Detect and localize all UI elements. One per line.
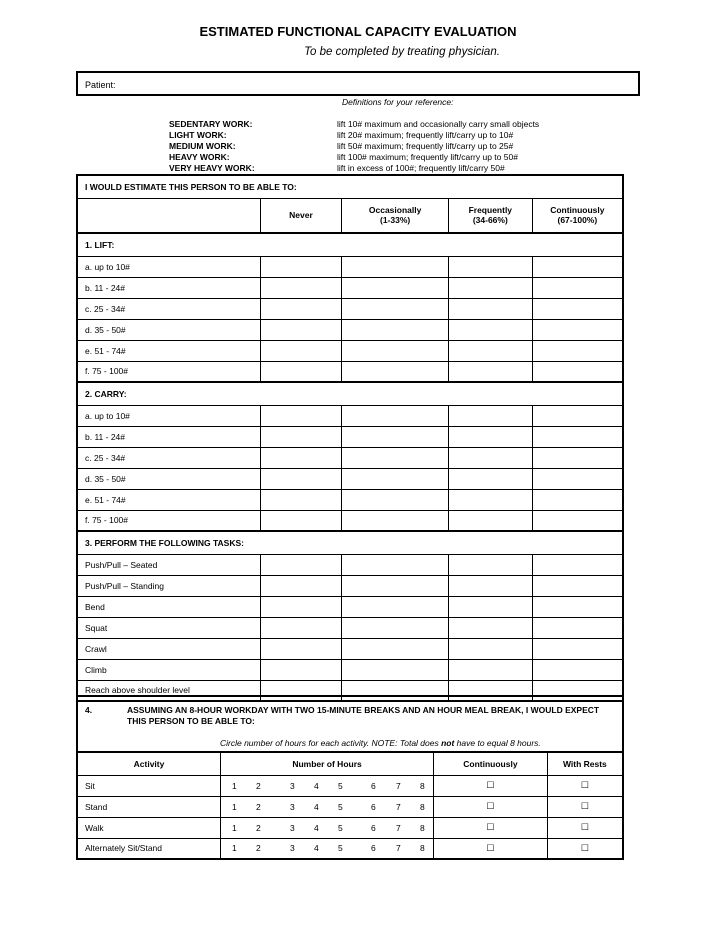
activity-header: Activity	[77, 752, 221, 775]
section4-text: ASSUMING AN 8-HOUR WORKDAY WITH TWO 15-MINUTE BREAKS AND AN HOUR MEAL BREAK, I WOULD EXPECT THIS PERSON TO BE ABLE TO:	[127, 705, 600, 726]
continuously-cell[interactable]	[532, 489, 623, 510]
table-row	[77, 659, 623, 680]
hour-option[interactable]: 7	[396, 843, 401, 854]
frequently-cell[interactable]	[448, 256, 532, 277]
carry-section-row	[77, 382, 623, 405]
never-cell[interactable]	[260, 319, 342, 340]
continuously-cell[interactable]	[532, 256, 623, 277]
hour-option[interactable]: 6	[371, 843, 376, 854]
table-row	[77, 319, 623, 340]
hour-option[interactable]: 3	[290, 801, 295, 812]
never-cell[interactable]	[260, 638, 342, 659]
continuously-cell[interactable]	[532, 638, 623, 659]
definition-text: lift 100# maximum; frequently lift/carry up to 50#	[337, 152, 518, 162]
table-row	[77, 468, 623, 489]
frequently-cell[interactable]	[448, 659, 532, 680]
occasionally-cell[interactable]	[342, 298, 449, 319]
hour-option[interactable]: 5	[338, 843, 343, 854]
table-row	[77, 617, 623, 638]
frequently-cell[interactable]	[448, 489, 532, 510]
frequently-cell[interactable]	[448, 638, 532, 659]
hour-option[interactable]: 5	[338, 822, 343, 833]
table-row	[77, 426, 623, 447]
row-label: c. 25 - 34#	[77, 298, 260, 319]
patient-field[interactable]	[76, 71, 640, 96]
estimate-header: I WOULD ESTIMATE THIS PERSON TO BE ABLE TO:	[77, 175, 623, 198]
activity-label: Sit	[77, 775, 221, 796]
hours-header: Number of Hours	[221, 752, 434, 775]
section4-header	[76, 695, 624, 751]
never-cell[interactable]	[260, 468, 342, 489]
row-label: d. 35 - 50#	[77, 468, 260, 489]
frequently-cell[interactable]	[448, 617, 532, 638]
row-label: b. 11 - 24#	[77, 277, 260, 298]
occasionally-cell[interactable]	[342, 659, 449, 680]
continuously-cell[interactable]	[532, 468, 623, 489]
definition-row	[169, 163, 629, 174]
hour-option[interactable]: 8	[420, 780, 425, 791]
hour-option[interactable]: 2	[256, 843, 261, 854]
continuously-header: Continuously	[434, 752, 548, 775]
section4-note: Circle number of hours for each activity. NOTE: Total does not have to equal 8 hours.	[220, 738, 541, 748]
row-label: Push/Pull – Seated	[77, 554, 260, 575]
frequently-cell[interactable]	[448, 426, 532, 447]
activity-label: Stand	[77, 796, 221, 817]
hour-option[interactable]: 1	[232, 822, 237, 833]
row-label: a. up to 10#	[77, 256, 260, 277]
row-label: Reach above shoulder level	[77, 680, 260, 701]
continuously-cell[interactable]	[532, 340, 623, 361]
hour-option[interactable]: 7	[396, 780, 401, 791]
estimate-header-row	[77, 175, 623, 198]
continuously-checkbox[interactable]: ☐	[434, 796, 548, 817]
with-rests-checkbox[interactable]: ☐	[547, 775, 623, 796]
hour-option[interactable]: 1	[232, 843, 237, 854]
frequently-cell[interactable]	[448, 554, 532, 575]
occasionally-cell[interactable]	[342, 575, 449, 596]
never-cell[interactable]	[260, 361, 342, 382]
hour-option[interactable]: 1	[232, 780, 237, 791]
hour-option[interactable]: 4	[314, 780, 319, 791]
continuously-header: Continuously (67-100%)	[532, 198, 623, 233]
definition-label: LIGHT WORK:	[169, 130, 227, 140]
hour-option[interactable]: 7	[396, 801, 401, 812]
section4-number: 4.	[85, 705, 93, 715]
row-label: c. 25 - 34#	[77, 447, 260, 468]
continuously-checkbox[interactable]: ☐	[434, 817, 548, 838]
continuously-cell[interactable]	[532, 596, 623, 617]
blank-header-cell	[77, 198, 260, 233]
capacity-table	[76, 174, 624, 702]
table-row	[77, 256, 623, 277]
never-cell[interactable]	[260, 659, 342, 680]
occasionally-cell[interactable]	[342, 554, 449, 575]
activity-row	[77, 775, 623, 796]
hour-option[interactable]: 8	[420, 843, 425, 854]
definitions-caption: Definitions for your reference:	[342, 97, 454, 107]
frequently-cell[interactable]	[448, 340, 532, 361]
table-row	[77, 554, 623, 575]
continuously-cell[interactable]	[532, 554, 623, 575]
occasionally-cell[interactable]	[342, 319, 449, 340]
tasks-section-row	[77, 531, 623, 554]
tasks-section-title: 3. PERFORM THE FOLLOWING TASKS:	[77, 531, 623, 554]
occasionally-cell[interactable]	[342, 361, 449, 382]
form-subtitle: To be completed by treating physician.	[304, 46, 500, 58]
hour-option[interactable]: 1	[232, 801, 237, 812]
never-cell[interactable]	[260, 596, 342, 617]
hour-option[interactable]: 8	[420, 822, 425, 833]
frequently-cell[interactable]	[448, 468, 532, 489]
definition-label: HEAVY WORK:	[169, 152, 230, 162]
hour-option[interactable]: 6	[371, 822, 376, 833]
continuously-cell[interactable]	[532, 298, 623, 319]
continuously-cell[interactable]	[532, 361, 623, 382]
row-label: e. 51 - 74#	[77, 340, 260, 361]
with-rests-checkbox[interactable]: ☐	[547, 796, 623, 817]
continuously-cell[interactable]	[532, 510, 623, 531]
occasionally-cell[interactable]	[342, 468, 449, 489]
activity-row	[77, 838, 623, 859]
patient-label: Patient:	[85, 80, 116, 90]
column-header-row	[77, 198, 623, 233]
hour-option[interactable]: 4	[314, 801, 319, 812]
definition-label: VERY HEAVY WORK:	[169, 163, 255, 173]
never-cell[interactable]	[260, 575, 342, 596]
definition-row	[169, 152, 629, 163]
never-cell[interactable]	[260, 510, 342, 531]
row-label: Push/Pull – Standing	[77, 575, 260, 596]
frequently-cell[interactable]	[448, 277, 532, 298]
table-row	[77, 298, 623, 319]
hour-option[interactable]: 2	[256, 822, 261, 833]
hours-options	[221, 796, 434, 817]
occasionally-header: Occasionally (1-33%)	[342, 198, 449, 233]
hours-options	[221, 775, 434, 796]
never-cell[interactable]	[260, 405, 342, 426]
hour-option[interactable]: 7	[396, 822, 401, 833]
definition-text: lift 20# maximum; frequently lift/carry up to 10#	[337, 130, 514, 140]
table-row	[77, 405, 623, 426]
continuously-cell[interactable]	[532, 447, 623, 468]
row-label: Crawl	[77, 638, 260, 659]
hour-option[interactable]: 6	[371, 780, 376, 791]
definition-row	[169, 119, 629, 130]
with-rests-checkbox[interactable]: ☐	[547, 838, 623, 859]
continuously-checkbox[interactable]: ☐	[434, 775, 548, 796]
never-header: Never	[260, 198, 342, 233]
frequently-cell[interactable]	[448, 298, 532, 319]
table-row	[77, 447, 623, 468]
frequently-header: Frequently (34-66%)	[448, 198, 532, 233]
occasionally-cell[interactable]	[342, 617, 449, 638]
form-title: ESTIMATED FUNCTIONAL CAPACITY EVALUATION	[199, 24, 517, 39]
continuously-cell[interactable]	[532, 319, 623, 340]
frequently-cell[interactable]	[448, 319, 532, 340]
never-cell[interactable]	[260, 554, 342, 575]
hour-option[interactable]: 8	[420, 801, 425, 812]
never-cell[interactable]	[260, 340, 342, 361]
never-cell[interactable]	[260, 298, 342, 319]
carry-section-title: 2. CARRY:	[77, 382, 623, 405]
definition-text: lift 50# maximum; frequently lift/carry up to 25#	[337, 141, 514, 151]
row-label: a. up to 10#	[77, 405, 260, 426]
frequently-cell[interactable]	[448, 405, 532, 426]
hour-option[interactable]: 3	[290, 780, 295, 791]
continuously-cell[interactable]	[532, 617, 623, 638]
hours-table	[76, 751, 624, 860]
hour-option[interactable]: 5	[338, 801, 343, 812]
lift-section-title: 1. LIFT:	[77, 233, 623, 256]
hours-options	[221, 817, 434, 838]
occasionally-cell[interactable]	[342, 489, 449, 510]
hour-option[interactable]: 4	[314, 822, 319, 833]
occasionally-cell[interactable]	[342, 447, 449, 468]
definition-text: lift in excess of 100#; frequently lift/carry 50#	[337, 163, 505, 173]
occasionally-cell[interactable]	[342, 510, 449, 531]
activity-label: Alternately Sit/Stand	[77, 838, 221, 859]
row-label: Climb	[77, 659, 260, 680]
definition-label: MEDIUM WORK:	[169, 141, 236, 151]
frequently-cell[interactable]	[448, 447, 532, 468]
row-label: f. 75 - 100#	[77, 361, 260, 382]
continuously-cell[interactable]	[532, 426, 623, 447]
table-row	[77, 575, 623, 596]
continuously-cell[interactable]	[532, 405, 623, 426]
definition-text: lift 10# maximum and occasionally carry small objects	[337, 119, 540, 129]
continuously-checkbox[interactable]: ☐	[434, 838, 548, 859]
hour-option[interactable]: 6	[371, 801, 376, 812]
activity-row	[77, 817, 623, 838]
occasionally-cell[interactable]	[342, 426, 449, 447]
occasionally-cell[interactable]	[342, 596, 449, 617]
never-cell[interactable]	[260, 447, 342, 468]
table-row	[77, 596, 623, 617]
continuously-cell[interactable]	[532, 575, 623, 596]
row-label: Squat	[77, 617, 260, 638]
table-row	[77, 361, 623, 382]
row-label: e. 51 - 74#	[77, 489, 260, 510]
table-row	[77, 489, 623, 510]
row-label: d. 35 - 50#	[77, 319, 260, 340]
continuously-cell[interactable]	[532, 659, 623, 680]
activity-row	[77, 796, 623, 817]
definition-row	[169, 130, 629, 141]
activity-label: Walk	[77, 817, 221, 838]
with-rests-checkbox[interactable]: ☐	[547, 817, 623, 838]
never-cell[interactable]	[260, 277, 342, 298]
table-row	[77, 340, 623, 361]
frequently-cell[interactable]	[448, 510, 532, 531]
occasionally-cell[interactable]	[342, 340, 449, 361]
never-cell[interactable]	[260, 617, 342, 638]
hours-options	[221, 838, 434, 859]
occasionally-cell[interactable]	[342, 256, 449, 277]
row-label: b. 11 - 24#	[77, 426, 260, 447]
frequently-cell[interactable]	[448, 596, 532, 617]
hour-option[interactable]: 2	[256, 801, 261, 812]
hour-option[interactable]: 5	[338, 780, 343, 791]
occasionally-cell[interactable]	[342, 277, 449, 298]
table-row	[77, 510, 623, 531]
never-cell[interactable]	[260, 256, 342, 277]
occasionally-cell[interactable]	[342, 638, 449, 659]
occasionally-cell[interactable]	[342, 405, 449, 426]
lift-section-row	[77, 233, 623, 256]
hour-option[interactable]: 4	[314, 843, 319, 854]
row-label: Bend	[77, 596, 260, 617]
table-row	[77, 277, 623, 298]
never-cell[interactable]	[260, 489, 342, 510]
continuously-cell[interactable]	[532, 277, 623, 298]
hours-header-row	[77, 752, 623, 775]
frequently-cell[interactable]	[448, 361, 532, 382]
with-rests-header: With Rests	[547, 752, 623, 775]
definition-label: SEDENTARY WORK:	[169, 119, 253, 129]
table-row	[77, 638, 623, 659]
hour-option[interactable]: 2	[256, 780, 261, 791]
row-label: f. 75 - 100#	[77, 510, 260, 531]
hour-option[interactable]: 3	[290, 822, 295, 833]
definition-row	[169, 141, 629, 152]
hour-option[interactable]: 3	[290, 843, 295, 854]
never-cell[interactable]	[260, 426, 342, 447]
frequently-cell[interactable]	[448, 575, 532, 596]
